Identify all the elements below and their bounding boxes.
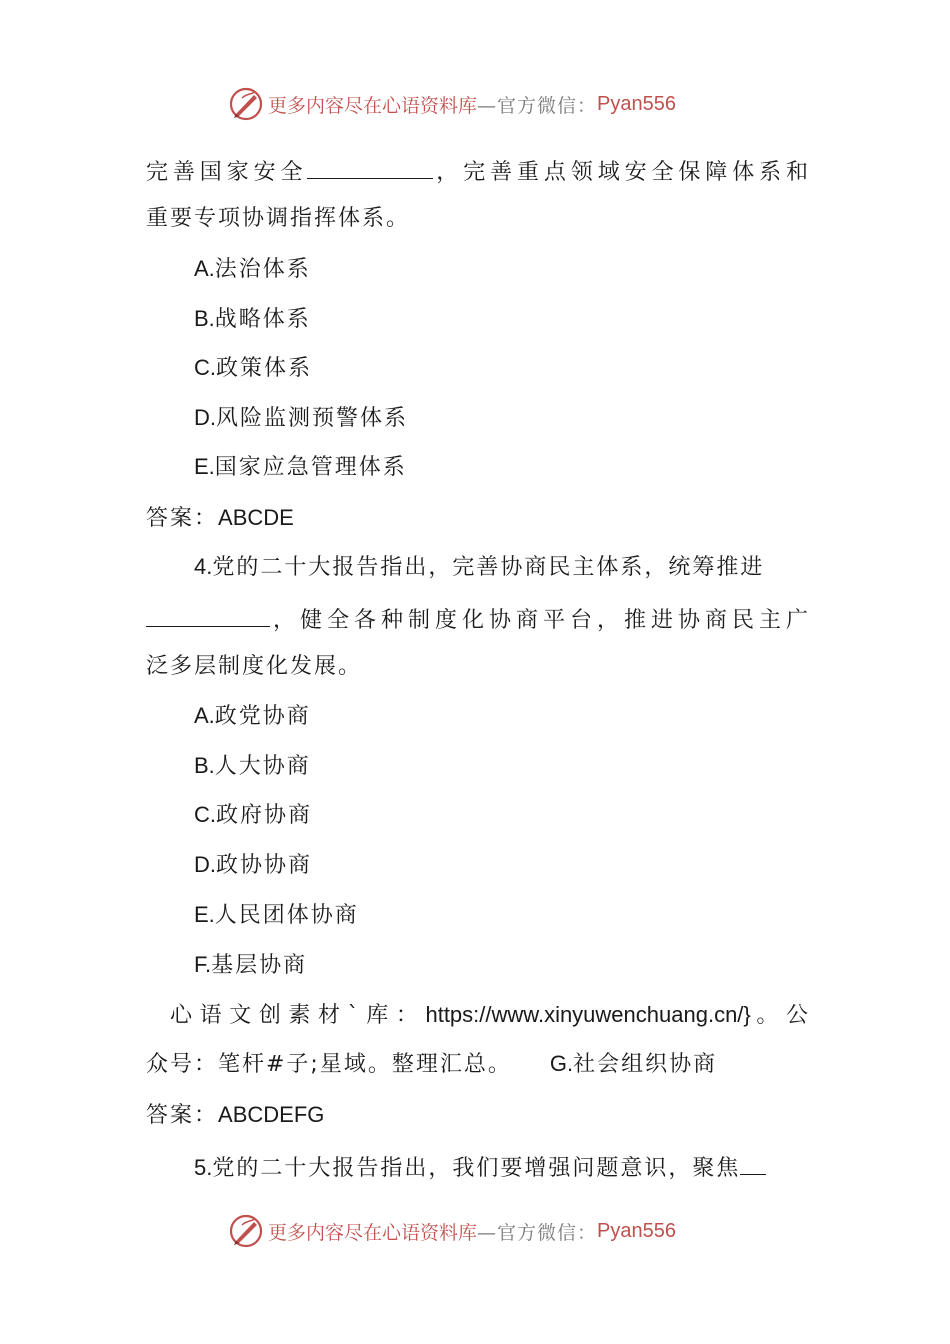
option-line: F.基层协商	[194, 952, 308, 978]
question-line: ，健全各种制度化协商平台，推进协商民主广	[146, 602, 810, 636]
question-line: 泛多层制度化发展。	[146, 654, 363, 679]
banner-gray-text: —官方微信：	[477, 94, 598, 117]
option-line: A.法治体系	[194, 256, 311, 282]
fill-blank	[740, 1150, 766, 1175]
pen-logo-icon	[228, 1213, 264, 1249]
answer-line: 答案：ABCDE	[146, 505, 294, 531]
watermark-line: 众号：笔杆#子;星域。整理汇总。 G.社会组织协商	[146, 1051, 718, 1077]
option-line: B.人大协商	[194, 753, 311, 779]
question-line: 5.党的二十大报告指出，我们要增强问题意识，聚焦	[194, 1150, 810, 1184]
option-line: C.政府协商	[194, 802, 313, 828]
option-line: E.国家应急管理体系	[194, 454, 407, 480]
option-line: D.政协协商	[194, 852, 313, 878]
banner-wechat-id: Pyan556	[597, 1219, 676, 1242]
option-line: B.战略体系	[194, 306, 311, 332]
watermark-url: https://www.xinyuwenchuang.cn/}	[425, 1002, 751, 1027]
watermark-line: 心语文创素材`库：https://www.xinyuwenchuang.cn/}。公	[170, 1002, 810, 1028]
header-banner	[228, 84, 676, 124]
answer-line: 答案：ABCDEFG	[146, 1102, 325, 1128]
question-line: 4.党的二十大报告指出，完善协商民主体系，统筹推进	[194, 554, 765, 580]
option-line: E.人民团体协商	[194, 902, 359, 928]
option-line: D.风险监测预警体系	[194, 405, 409, 431]
pen-logo-icon	[228, 86, 264, 122]
banner-red-text: 更多内容尽在心语资料库	[268, 94, 478, 117]
fill-blank	[146, 602, 270, 627]
option-line: C.政策体系	[194, 355, 313, 381]
paragraph-line: 完善国家安全 ，完善重点领域安全保障体系和	[146, 154, 810, 188]
paragraph-line: 重要专项协调指挥体系。	[146, 206, 411, 231]
banner-wechat-id: Pyan556	[597, 92, 676, 115]
option-line: A.政党协商	[194, 703, 311, 729]
footer-banner	[228, 1211, 676, 1251]
fill-blank	[307, 154, 433, 179]
banner-gray-text: —官方微信：	[477, 1221, 598, 1244]
banner-red-text: 更多内容尽在心语资料库	[268, 1221, 478, 1244]
